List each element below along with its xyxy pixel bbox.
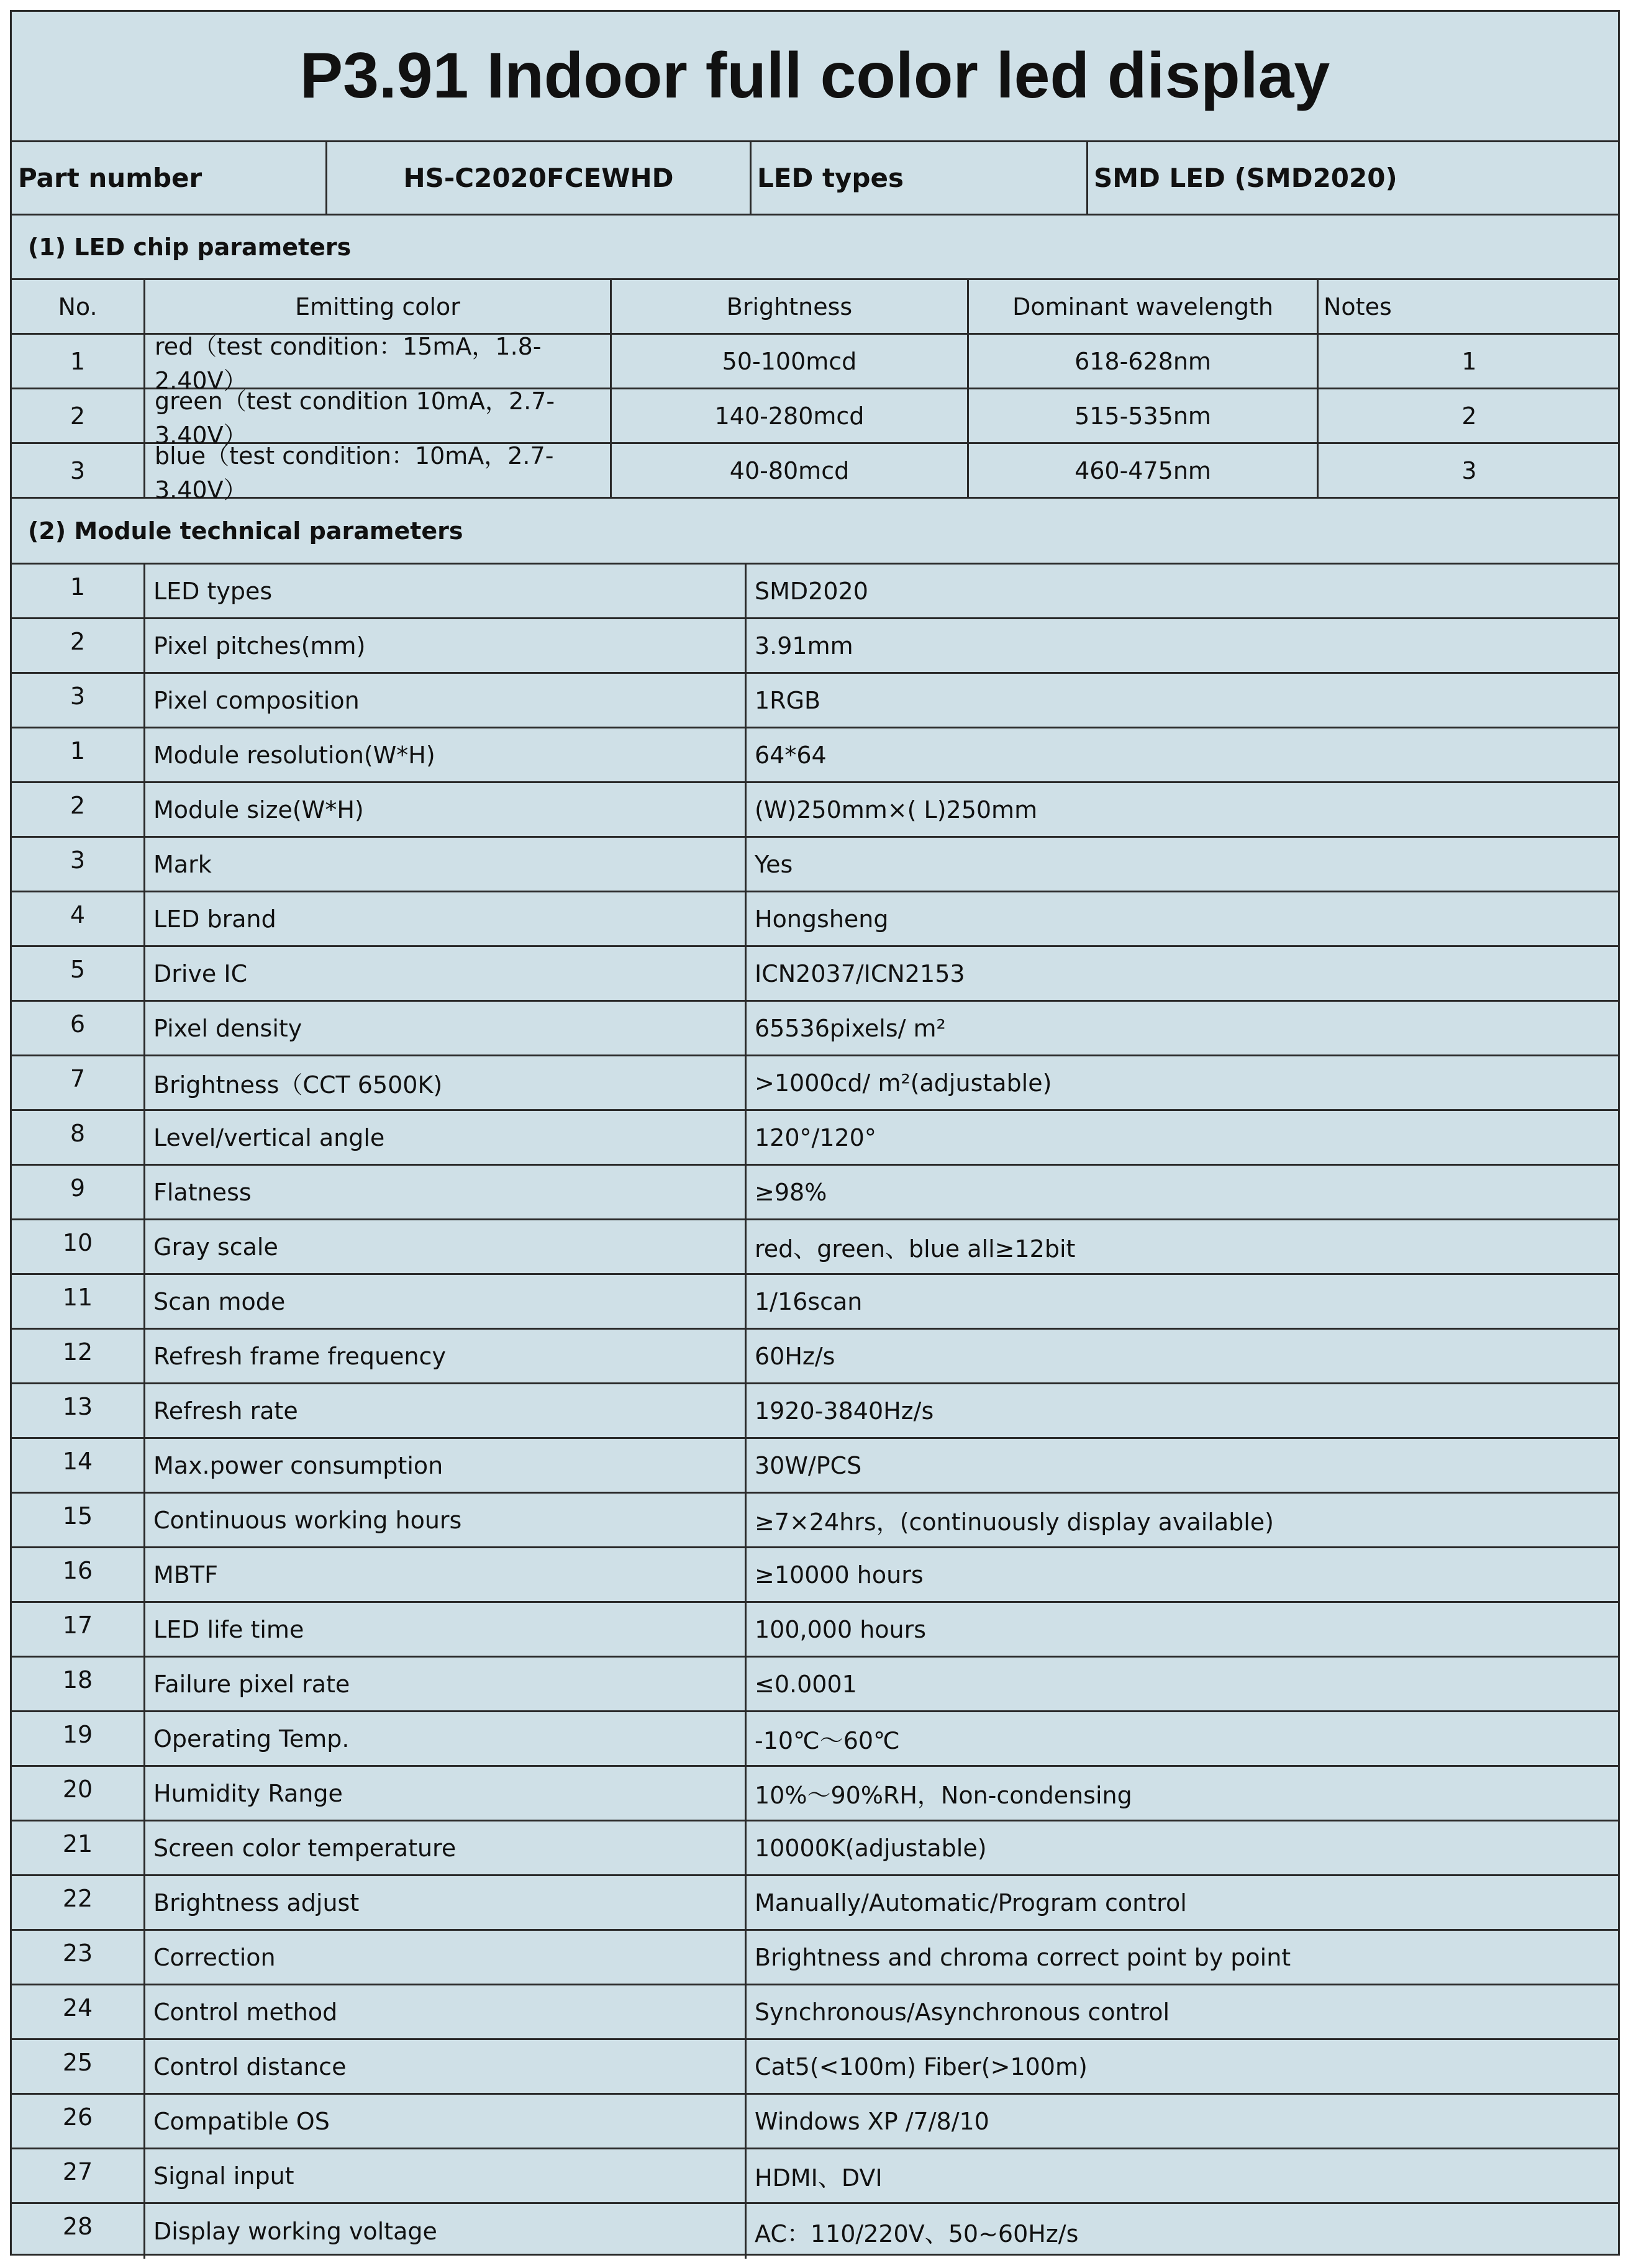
param-name: Brightness adjust: [153, 1889, 360, 1916]
param-value: 1920-3840Hz/s: [755, 1397, 934, 1425]
table-row: [12, 1767, 1618, 1821]
param-value: Cat5(<100m) Fiber(>100m): [755, 2053, 1088, 2080]
param-number: 7: [70, 1065, 86, 1092]
table-row: [12, 619, 1618, 674]
table-row: [12, 1002, 1618, 1056]
param-number: 13: [62, 1393, 93, 1420]
param-name: Control distance: [153, 2053, 347, 2080]
param-name: Humidity Range: [153, 1779, 343, 1807]
led-types-value: SMD LED (SMD2020): [1094, 163, 1397, 193]
param-number: 24: [62, 1994, 93, 2021]
part-number-label: Part number: [18, 163, 202, 193]
table-row: [12, 1330, 1618, 1384]
param-name: Refresh frame frequency: [153, 1342, 446, 1370]
col-emitting-color: Emitting color: [295, 293, 460, 320]
param-name: Continuous working hours: [153, 1506, 462, 1534]
param-value: red、green、blue all≥12bit: [755, 1235, 1076, 1263]
param-name: Compatible OS: [153, 2107, 330, 2135]
table-row: [12, 1821, 1618, 1876]
param-number: 27: [62, 2158, 93, 2185]
param-number: 15: [62, 1502, 93, 1530]
param-number: 9: [70, 1174, 86, 1202]
param-value: 64*64: [755, 741, 827, 769]
param-value: Synchronous/Asynchronous control: [755, 1998, 1170, 2026]
param-name: Operating Temp.: [153, 1725, 350, 1753]
chip-notes: 3: [1461, 456, 1477, 484]
param-name: Correction: [153, 1943, 276, 1971]
table-row: [12, 1111, 1618, 1166]
param-value: 100,000 hours: [755, 1615, 927, 1643]
param-value: 1RGB: [755, 686, 821, 714]
table-row: [12, 838, 1618, 892]
chip-brightness: 140-280mcd: [714, 402, 865, 430]
header-row: [12, 142, 1618, 215]
param-number: 4: [70, 901, 86, 928]
table-row: [12, 783, 1618, 838]
param-name: LED types: [153, 577, 273, 605]
param-name: Flatness: [153, 1178, 252, 1206]
param-value: Windows XP /7/8/10: [755, 2107, 989, 2135]
table-row: [12, 1275, 1618, 1330]
chip-wavelength: 460-475nm: [1074, 456, 1211, 484]
param-name: Pixel composition: [153, 686, 360, 714]
param-name: Scan mode: [153, 1287, 286, 1315]
chip-notes: 2: [1461, 402, 1477, 430]
param-name: Module size(W*H): [153, 796, 364, 823]
col-notes: Notes: [1324, 293, 1392, 320]
table-row: [12, 1439, 1618, 1494]
param-name: Gray scale: [153, 1233, 278, 1261]
param-number: 19: [62, 1721, 93, 1748]
param-value: Manually/Automatic/Program control: [755, 1889, 1187, 1916]
table-row: [12, 1603, 1618, 1658]
chip-row: [12, 442, 1618, 504]
table-row: [12, 1931, 1618, 1985]
table-row: [12, 1056, 1618, 1111]
param-name: Mark: [153, 850, 212, 878]
table-row: [12, 1384, 1618, 1439]
param-value: 60Hz/s: [755, 1342, 835, 1370]
chip-wavelength: 618-628nm: [1074, 347, 1211, 375]
page-title: P3.91 Indoor full color led display: [12, 12, 1618, 142]
table-row: [12, 565, 1618, 619]
table-row: [12, 1548, 1618, 1603]
param-number: 2: [70, 628, 86, 655]
param-value: ≤0.0001: [755, 1670, 857, 1698]
param-name: LED life time: [153, 1615, 304, 1643]
param-number: 21: [62, 1830, 93, 1857]
param-name: Pixel pitches(mm): [153, 632, 366, 660]
param-number: 23: [62, 1939, 93, 1967]
param-name: Screen color temperature: [153, 1834, 457, 1862]
param-name: Brightness（CCT 6500K): [153, 1071, 443, 1099]
param-number: 10: [62, 1229, 93, 1256]
table-row: [12, 1166, 1618, 1220]
param-value: 65536pixels/ m²: [755, 1014, 946, 1042]
param-value: ≥7×24hrs，(continuously display available): [755, 1508, 1274, 1536]
chip-section-title: (1) LED chip parameters: [28, 233, 352, 261]
chip-no: 1: [70, 347, 86, 375]
table-row: [12, 1985, 1618, 2040]
param-name: Display working voltage: [153, 2218, 437, 2245]
param-number: 1: [70, 573, 86, 601]
param-number: 14: [62, 1448, 93, 1475]
module-section-title: (2) Module technical parameters: [28, 517, 463, 545]
table-row: [12, 2095, 1618, 2149]
param-number: 17: [62, 1612, 93, 1639]
spec-sheet: [10, 10, 1620, 2256]
param-value: 120°/120°: [755, 1123, 876, 1151]
param-name: Control method: [153, 1998, 338, 2026]
param-number: 2: [70, 792, 86, 819]
table-row: [12, 728, 1618, 783]
param-name: Failure pixel rate: [153, 1670, 350, 1698]
param-value: ICN2037/ICN2153: [755, 959, 965, 987]
param-name: Max.power consumption: [153, 1451, 443, 1479]
param-name: Pixel density: [153, 1014, 302, 1042]
param-number: 22: [62, 1885, 93, 1912]
table-row: [12, 1494, 1618, 1548]
param-number: 1: [70, 737, 86, 764]
table-row: [12, 674, 1618, 728]
param-value: Yes: [755, 850, 793, 878]
module-section-header: [12, 499, 1618, 565]
col-dominant-wavelength: Dominant wavelength: [1012, 293, 1273, 320]
param-value: SMD2020: [755, 577, 868, 605]
param-name: Module resolution(W*H): [153, 741, 435, 769]
chip-no: 3: [70, 456, 86, 484]
param-name: Refresh rate: [153, 1397, 298, 1425]
param-value: >1000cd/ m²(adjustable): [755, 1069, 1052, 1097]
param-number: 28: [62, 2213, 93, 2240]
table-row: [12, 2149, 1618, 2204]
chip-brightness: 40-80mcd: [729, 456, 850, 484]
param-number: 18: [62, 1666, 93, 1694]
chip-section-header: [12, 215, 1618, 280]
param-value: ≥98%: [755, 1178, 827, 1206]
part-number-value: HS-C2020FCEWHD: [403, 163, 674, 193]
param-number: 8: [70, 1120, 86, 1147]
table-row: [12, 2040, 1618, 2095]
chip-color: blue（test condition：10mA，2.7-3.40V）: [155, 442, 554, 504]
param-number: 5: [70, 956, 86, 983]
chip-notes: 1: [1461, 347, 1477, 375]
chip-wavelength: 515-535nm: [1074, 402, 1211, 430]
param-number: 3: [70, 846, 86, 874]
param-name: Level/vertical angle: [153, 1123, 385, 1151]
param-value: 10000K(adjustable): [755, 1834, 987, 1862]
param-number: 6: [70, 1010, 86, 1038]
table-row: [12, 892, 1618, 947]
param-value: Hongsheng: [755, 905, 889, 933]
param-value: 30W/PCS: [755, 1451, 862, 1479]
param-value: 1/16scan: [755, 1287, 863, 1315]
led-types-label: LED types: [757, 163, 904, 193]
param-number: 26: [62, 2103, 93, 2131]
param-value: 10%～90%RH，Non-condensing: [755, 1782, 1132, 1809]
param-value: AC：110/220V、50~60Hz/s: [755, 2220, 1079, 2248]
param-value: -10℃～60℃: [755, 1727, 900, 1754]
param-name: MBTF: [153, 1561, 218, 1589]
param-number: 25: [62, 2049, 93, 2076]
param-value: HDMI、DVI: [755, 2164, 883, 2192]
param-number: 12: [62, 1338, 93, 1366]
col-no: No.: [58, 293, 98, 320]
param-number: 11: [62, 1284, 93, 1311]
table-row: [12, 1658, 1618, 1712]
chip-no: 2: [70, 402, 86, 430]
param-number: 3: [70, 683, 86, 710]
param-number: 16: [62, 1557, 93, 1584]
table-row: [12, 1712, 1618, 1767]
table-row: [12, 1220, 1618, 1275]
param-name: LED brand: [153, 905, 276, 933]
param-number: 20: [62, 1776, 93, 1803]
col-brightness: Brightness: [726, 293, 853, 320]
chip-color: green（test condition 10mA，2.7-3.40V）: [155, 387, 555, 449]
chip-brightness: 50-100mcd: [722, 347, 857, 375]
param-name: Signal input: [153, 2162, 294, 2190]
table-row: [12, 1876, 1618, 1931]
param-value: ≥10000 hours: [755, 1561, 924, 1589]
param-value: Brightness and chroma correct point by point: [755, 1943, 1291, 1971]
table-row: [12, 947, 1618, 1002]
param-value: (W)250mm×( L)250mm: [755, 796, 1038, 823]
param-name: Drive IC: [153, 959, 248, 987]
table-row: [12, 2204, 1618, 2259]
param-value: 3.91mm: [755, 632, 853, 660]
chip-color: red（test condition：15mA，1.8-2.40V）: [155, 332, 542, 394]
